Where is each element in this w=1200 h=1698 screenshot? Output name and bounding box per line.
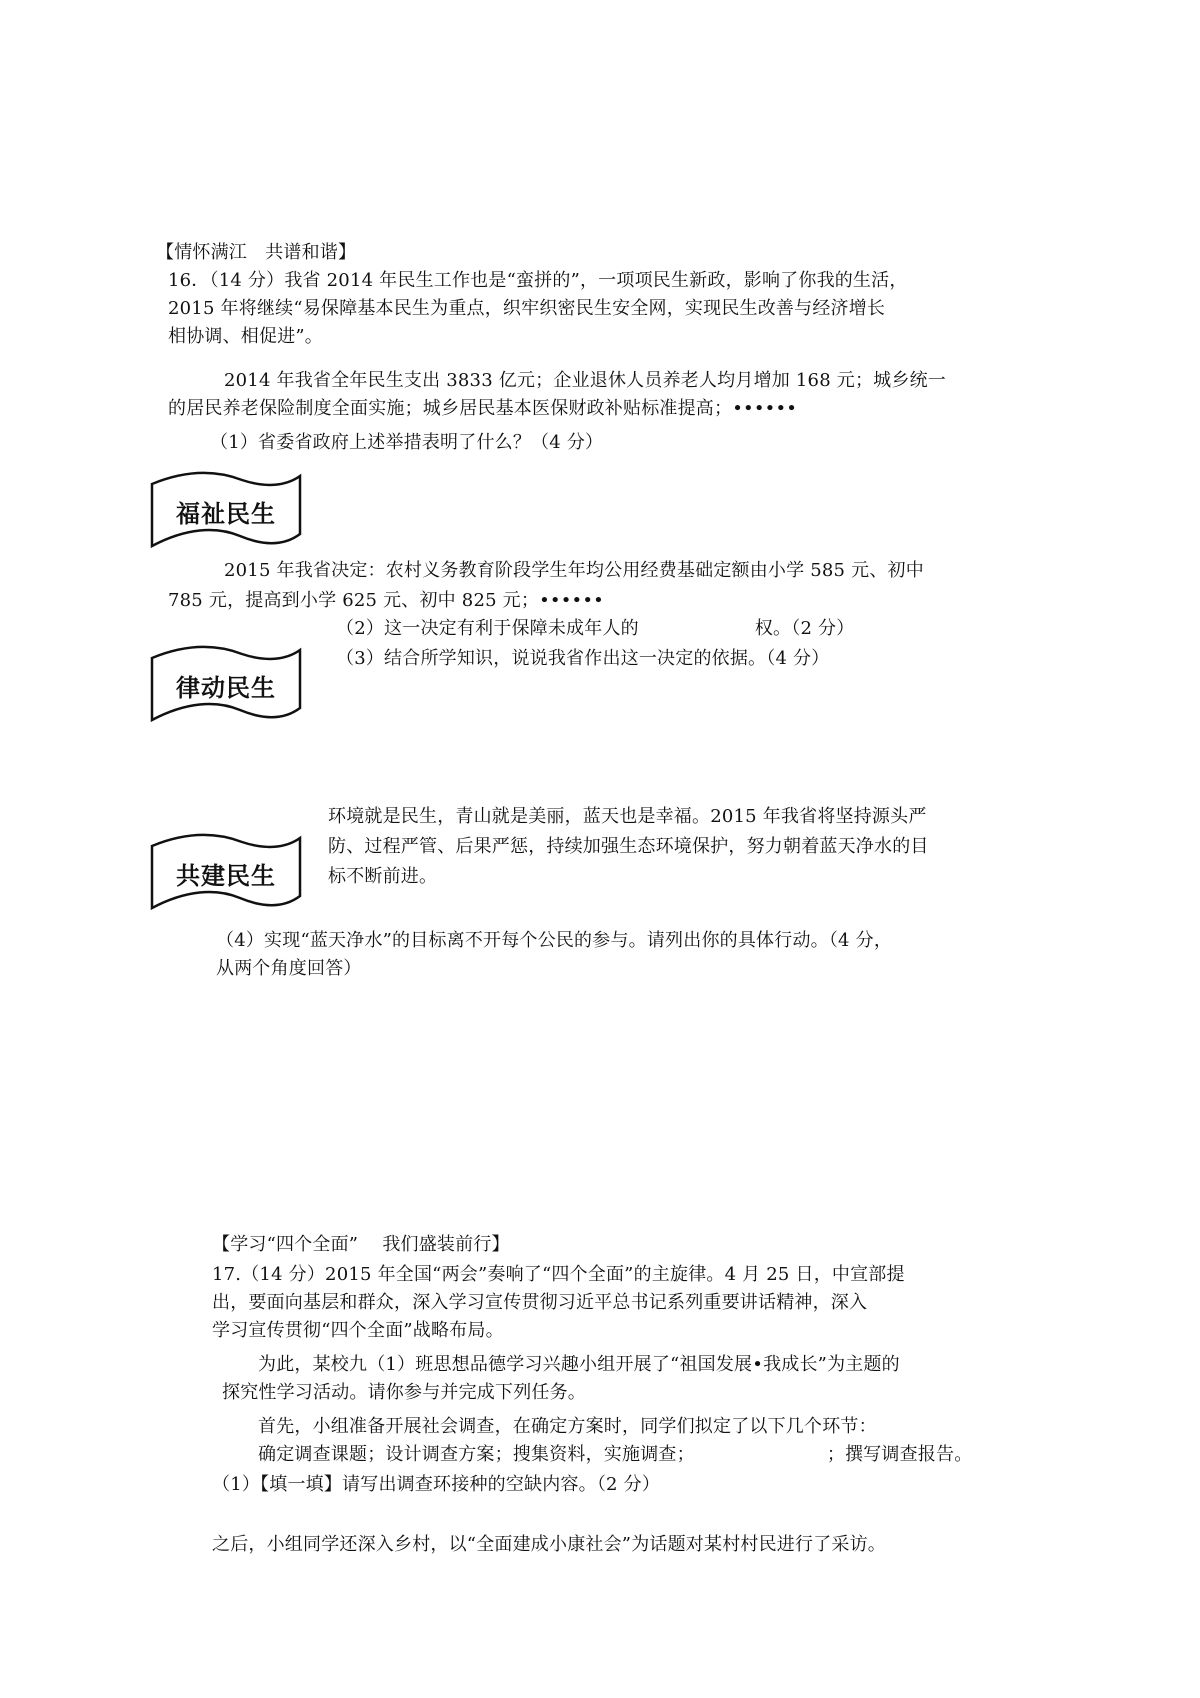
s2-para3: 之后，小组同学还深入乡村，以“全面建成小康社会”为话题对某村村民进行了采访。 (212, 1534, 887, 1555)
banner-gongjian-minsheng (146, 828, 306, 918)
q16-intro-line-2: 2015 年将继续“易保障基本民生为重点，织牢织密民生安全网，实现民生改善与经济增长 (168, 298, 886, 319)
s2-question-1: （1）【填一填】请写出调查环接种的空缺内容。（2 分） (212, 1474, 661, 1495)
s2-para1-line-2: 探究性学习活动。请你参与并完成下列任务。 (222, 1382, 586, 1403)
para2-line-1: 2015 年我省决定：农村义务教育阶段学生年均公用经费基础定额由小学 585 元、初中 (224, 560, 924, 581)
q17-intro-line-3: 学习宣传贯彻“四个全面”战略布局。 (212, 1320, 504, 1341)
para1-line-1: 2014 年我省全年民生支出 3833 亿元；企业退休人员养老人均月增加 168 元；城乡统一 (224, 370, 946, 391)
steps-suffix: ；撰写调查报告。 (826, 1444, 973, 1465)
para2-line-2: 785 元，提高到小学 625 元、初中 825 元；•••••• (168, 590, 604, 611)
banner-label: 福祉民生 (176, 499, 276, 528)
q2-prefix: （2）这一决定有利于保障未成年人的 (336, 618, 639, 639)
para1-line-2: 的居民养老保险制度全面实施；城乡居民基本医保财政补贴标准提高；•••••• (168, 398, 798, 419)
para3-line-3: 标不断前进。 (328, 866, 438, 887)
question-2 (336, 616, 854, 642)
q16-intro-line-3: 相协调、相促进”。 (168, 326, 324, 347)
question-4-line-1: （4）实现“蓝天净水”的目标离不开每个公民的参与。请列出你的具体行动。（4 分， (216, 930, 893, 951)
question-3: （3）结合所学知识，说说我省作出这一决定的依据。（4 分） (336, 648, 830, 669)
banner-lvdong-minsheng (146, 640, 306, 730)
banner-fuzhi-minsheng (146, 466, 306, 556)
steps-prefix: 确定调查课题；设计调查方案；搜集资料，实施调查； (258, 1444, 695, 1465)
s2-para2: 首先，小组准备开展社会调查，在确定方案时，同学们拟定了以下几个环节： (258, 1416, 877, 1437)
section-heading-2: 【学习“四个全面” 我们盛装前行】 (212, 1234, 510, 1255)
survey-steps (258, 1442, 972, 1468)
q17-intro-line-2: 出，要面向基层和群众，深入学习宣传贯彻习近平总书记系列重要讲话精神，深入 (212, 1292, 868, 1313)
para3-line-2: 防、过程严管、后果严惩，持续加强生态环境保护，努力朝着蓝天净水的目 (328, 836, 929, 857)
question-4-line-2: 从两个角度回答） (216, 958, 362, 979)
section-heading-1: 【情怀满江 共谱和谐】 (156, 242, 357, 263)
para3-line-1: 环境就是民生，青山就是美丽，蓝天也是幸福。2015 年我省将坚持源头严 (328, 806, 927, 827)
banner-label: 共建民生 (176, 861, 276, 890)
q17-intro-line-1: 17.（14 分）2015 年全国“两会”奏响了“四个全面”的主旋律。4 月 25 日，中宣部提 (212, 1264, 905, 1285)
q16-intro-line-1: 16．（14 分）我省 2014 年民生工作也是“蛮拼的”，一项项民生新政，影响了你我的生活， (168, 270, 908, 291)
q2-suffix: 权。（2 分） (754, 618, 855, 639)
banner-label: 律动民生 (176, 673, 276, 702)
question-1: （1）省委省政府上述举措表明了什么？（4 分） (210, 432, 604, 453)
s2-para1-line-1: 为此，某校九（1）班思想品德学习兴趣小组开展了“祖国发展•我成长”为主题的 (258, 1354, 900, 1375)
